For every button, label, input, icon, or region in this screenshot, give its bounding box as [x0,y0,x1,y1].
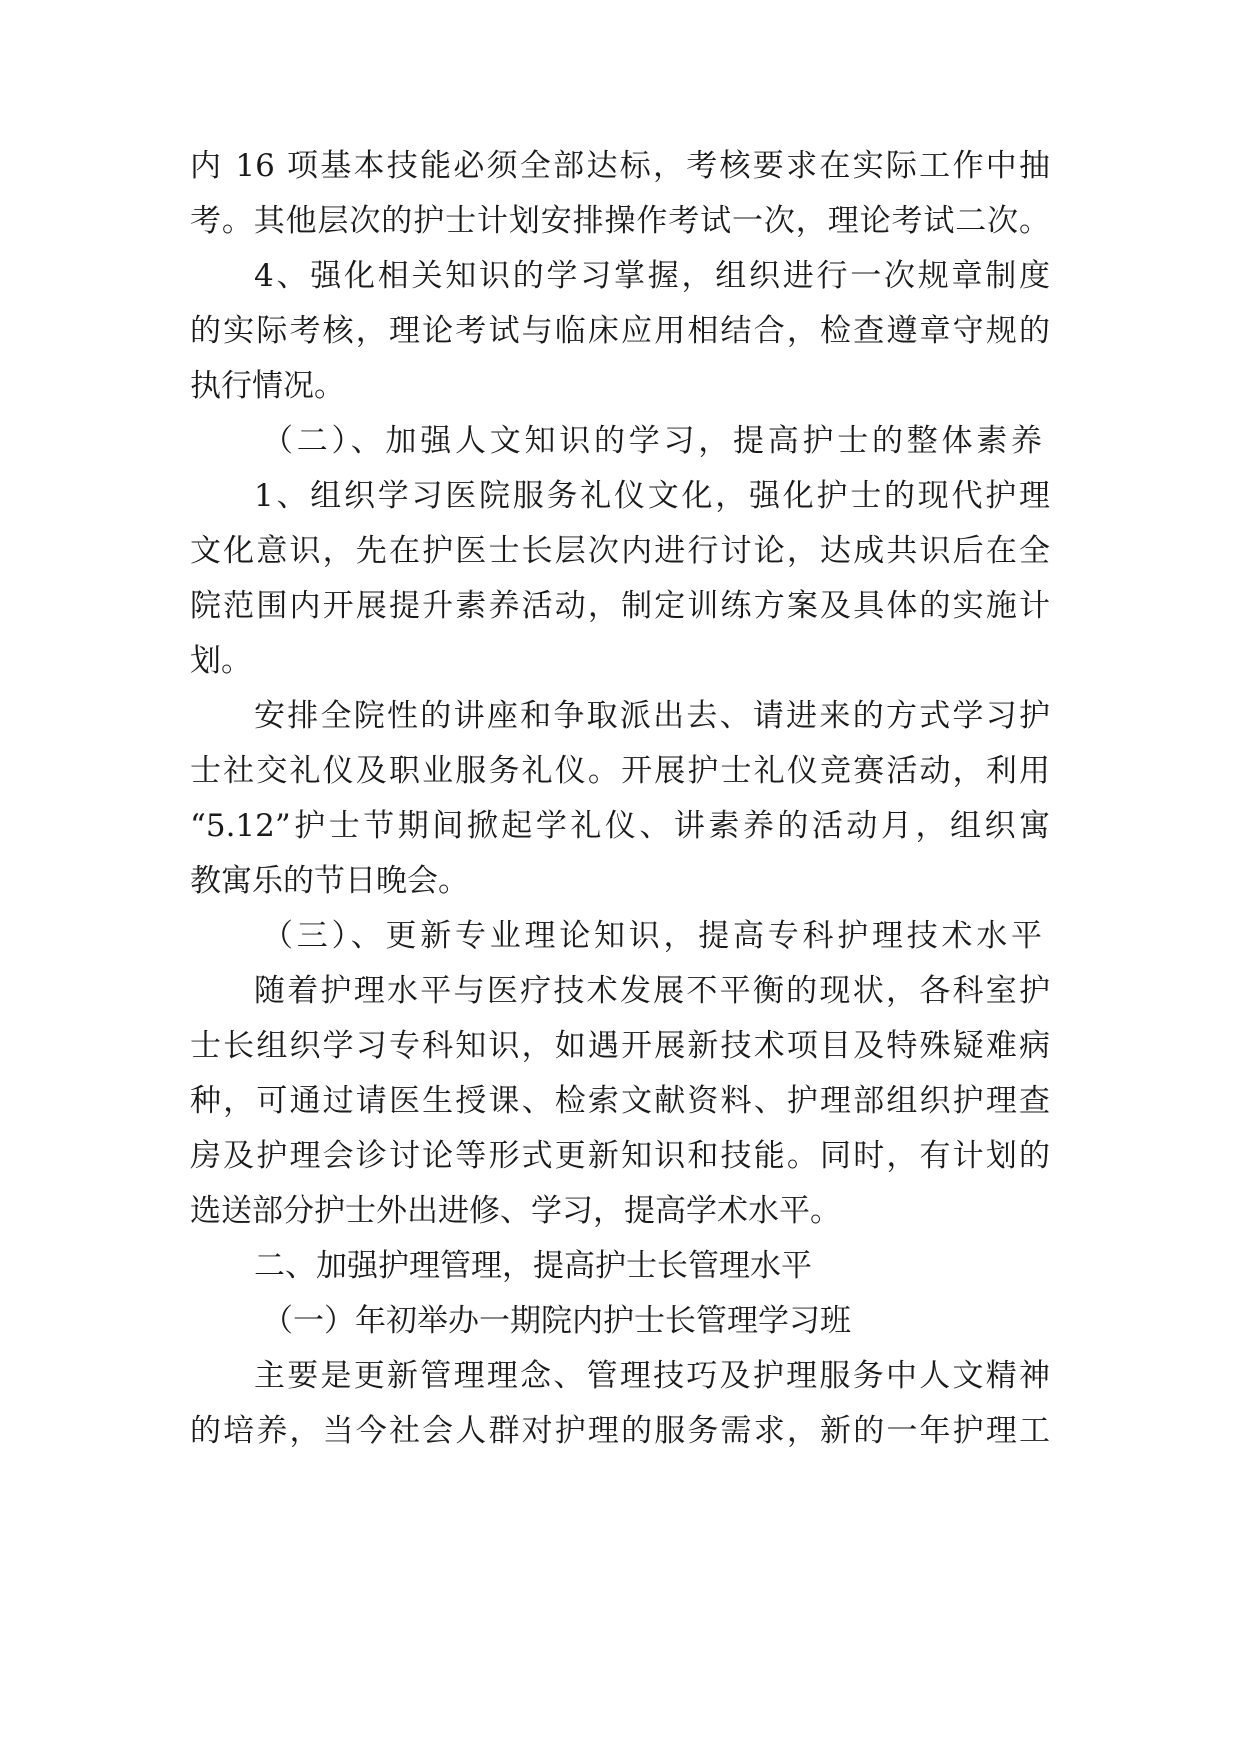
text-line: 的实际考核，理论考试与临床应用相结合，检查遵章守规的 [190,313,1050,349]
section-heading: 二、加强护理管理，提高护士长管理水平 [254,1248,812,1284]
text-line: 1、组织学习医院服务礼仪文化，强化护士的现代护理 [254,478,1050,514]
text-line: 划。 [190,643,252,679]
section-heading: （一）年初举办一期院内护士长管理学习班 [262,1303,851,1339]
text-line: 4、强化相关知识的学习掌握，组织进行一次规章制度 [254,258,1050,294]
text-line: 士社交礼仪及职业服务礼仪。开展护士礼仪竞赛活动，利用 [190,753,1050,789]
text-line: 院范围内开展提升素养活动，制定训练方案及具体的实施计 [190,588,1050,624]
section-heading: （二）、加强人文知识的学习，提高护士的整体素养 [262,423,1042,459]
text-line: 执行情况。 [190,368,345,404]
text-line: 文化意识，先在护医士长层次内进行讨论，达成共识后在全 [190,533,1050,569]
text-line: 内 16 项基本技能必须全部达标，考核要求在实际工作中抽 [190,148,1050,184]
text-line: 主要是更新管理理念、管理技巧及护理服务中人文精神 [254,1358,1050,1394]
text-line: 选送部分护士外出进修、学习，提高学术水平。 [190,1193,841,1229]
text-line: 房及护理会诊讨论等形式更新知识和技能。同时，有计划的 [190,1138,1050,1174]
section-heading: （三）、更新专业理论知识，提高专科护理技术水平 [262,918,1042,954]
text-line: 随着护理水平与医疗技术发展不平衡的现状，各科室护 [254,973,1050,1009]
text-line: 安排全院性的讲座和争取派出去、请进来的方式学习护 [254,698,1050,734]
text-line: 士长组织学习专科知识，如遇开展新技术项目及特殊疑难病 [190,1028,1050,1064]
text-line: 的培养，当今社会人群对护理的服务需求，新的一年护理工 [190,1413,1050,1449]
text-line: 考。其他层次的护士计划安排操作考试一次，理论考试二次。 [190,203,1050,239]
text-line: 教寓乐的节日晚会。 [190,863,469,899]
text-line: 种，可通过请医生授课、检索文献资料、护理部组织护理查 [190,1083,1050,1119]
text-line: “5.12”护士节期间掀起学礼仪、讲素养的活动月，组织寓 [190,808,1050,844]
